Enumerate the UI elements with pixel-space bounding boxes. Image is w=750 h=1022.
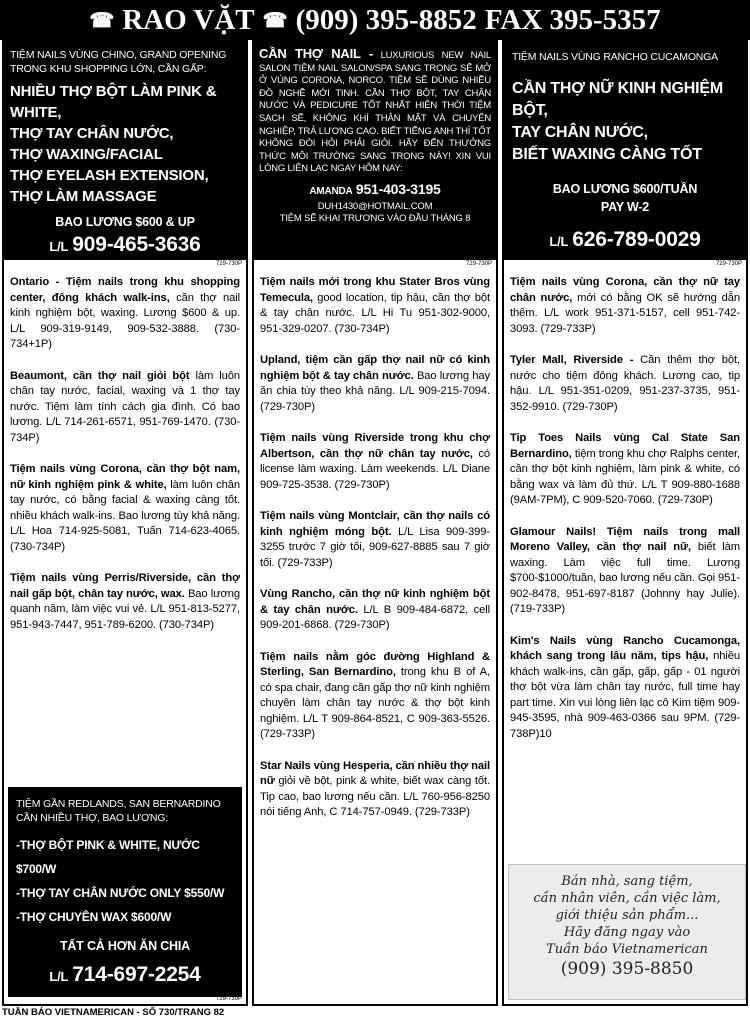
ad-headline: Ontario - Tiệm nails trong khu shopping center, đông khách walk-ins, bbox=[10, 276, 240, 304]
ad-body: làm luôn chân tay nước, có bằng facial & waxing càng tốt. nhiều khách walk-ins. Bao lương tùy khả năng. L/L Hoa 714-925-5081, Tuấn 714-623-4065. (730-734P) bbox=[10, 478, 240, 553]
header-phone: (909) 395-8852 bbox=[295, 3, 477, 36]
page-footer: TUẦN BÁO VIETNAMERICAN - SỐ 730/TRANG 82 bbox=[2, 1007, 225, 1018]
box-line: TAY CHÂN NƯỚC, bbox=[512, 124, 648, 141]
ad-headline: Vùng Rancho, cần thợ nữ kinh nghiệm bột & tay chân nước. bbox=[260, 588, 490, 616]
ad-body: good location, tip hậu, cần thợ bột & tay chân nước. L/L Hi Tu 951-302-9000, 951-329-0207. (730-734P) bbox=[260, 291, 490, 335]
phone-prefix: L/L bbox=[49, 239, 69, 254]
list-item bbox=[10, 462, 240, 555]
ad-body: làm luôn chân tay nước, facial, waxing và 1 thợ tay nước. Tiệm làm tính cách gia đình. Có bao lương. L/L 714-261-6571, 951-769-1470. (730-734P) bbox=[10, 369, 240, 444]
ad-headline: Beaumont, cần thợ nail giỏi bột bbox=[10, 369, 190, 382]
box-intro: TIỆM NAILS VÙNG CHINO, GRAND OPENING TRONG KHU SHOPPING LỚN, CẦN GẤP: bbox=[10, 49, 227, 75]
ad-headline: Star Nails vùng Hesperia, cần nhiều thợ nail nữ bbox=[260, 759, 490, 787]
promo-box bbox=[508, 864, 746, 1000]
ad-headline: Tiệm nails vùng Corona, cần thợ nữ tay chân nước, bbox=[510, 276, 740, 304]
ads-list bbox=[504, 267, 746, 742]
page-header bbox=[0, 0, 750, 40]
header-title: RAO VẶT bbox=[122, 3, 255, 36]
ad-headline: Glamour Nails! Tiệm nails trong mall Moreno Valley, cần thợ nail nữ, bbox=[510, 525, 740, 553]
contact-name: AMANDA bbox=[309, 185, 353, 197]
list-item bbox=[260, 509, 490, 571]
list-item bbox=[510, 275, 740, 337]
ad-code: 729-730P bbox=[465, 261, 492, 267]
promo-line: cần nhân viên, cần việc làm, bbox=[533, 891, 721, 906]
ad-headline: Tip Toes Nails vùng Cal State San Bernardino, bbox=[510, 432, 740, 460]
column-3 bbox=[502, 40, 748, 1006]
box-line: THỢ EYELASH EXTENSION, bbox=[10, 167, 209, 184]
box-phone-row bbox=[512, 226, 738, 256]
promo-line: Tuần báo Vietnamerican bbox=[546, 942, 708, 957]
ads-list bbox=[254, 267, 496, 821]
ad-body: mới có bằng OK sẽ hướng dẫn thêm. L/L work 951-371-5157, cell 951-742-3093. (729-733P) bbox=[510, 291, 740, 335]
box-pay-w2: PAY W-2 bbox=[600, 200, 650, 214]
box-line: -THỢ BỘT PINK & WHITE, NƯỚC $700/W bbox=[16, 838, 200, 876]
ad-body: tiệm trong khu chợ Ralphs center, cần thợ bột kinh nghiệm, làm pink & white, có bằng wax và làm đủ thứ. L/L T 909-880-1688 (9AM-7PM), C 909-520-7060. (729-730P) bbox=[510, 447, 740, 506]
ad-code: 729-730P bbox=[215, 261, 242, 267]
list-item bbox=[260, 431, 490, 493]
box-phone: 714-697-2254 bbox=[72, 963, 201, 986]
promo-phone: (909) 395-8850 bbox=[560, 959, 694, 979]
box-contact bbox=[259, 180, 491, 201]
ad-body: có license làm waxing. Làm weekends. L/L Diane 909-725-3538. (729-730P) bbox=[260, 447, 490, 491]
ad-headline: Tiệm nails vùng Riverside trong khu chợ Albertson, cần thợ nữ chân tay nước, bbox=[260, 432, 490, 460]
ad-box-redlands bbox=[8, 787, 242, 997]
box-phone-row bbox=[16, 961, 234, 991]
box-email: DUH1430@HOTMAIL.COM bbox=[317, 200, 433, 212]
box-pay: BAO LƯƠNG $600/TUẦN bbox=[552, 182, 698, 196]
promo-line: Bán nhà, sang tiệm, bbox=[561, 874, 693, 889]
ad-headline: Tyler Mall, Riverside - bbox=[510, 354, 634, 366]
ad-body: cần thợ nail kinh nghiệm bột, waxing. Lương $600 & up. L/L 909-319-9149, 909-532-3888. (730-734+1P) bbox=[10, 291, 240, 350]
box-line: CẦN THỢ NỮ KINH NGHIỆM BỘT, bbox=[512, 80, 723, 119]
ad-body: Bao lương quanh năm, làm việc vui vẻ. L/L 951-813-5277, 951-943-7447, 951-789-6200. (730-734P) bbox=[10, 587, 240, 631]
contact-phone: 951-403-3195 bbox=[355, 180, 441, 197]
box-pay: BAO LƯƠNG $600 & UP bbox=[55, 215, 195, 229]
ad-body: Cần thêm thợ bột, nước cho tiệm đông khách. Lương cao, tip hậu. L/L 951-351-0209, 951-237-3735, 951-352-9910. (729-730P) bbox=[510, 354, 740, 413]
header-fax: FAX 395-5357 bbox=[484, 3, 661, 36]
ad-box-chino bbox=[4, 42, 246, 260]
box-line: -THỢ TAY CHÂN NƯỚC ONLY $550/W bbox=[16, 886, 225, 900]
box-phone: 909-465-3636 bbox=[72, 233, 201, 256]
list-item bbox=[260, 275, 490, 337]
list-item bbox=[260, 587, 490, 634]
ad-body: L/L Lisa 909-399-3255 trước 7 giờ tối, 909-627-8885 sau 7 giờ tối. (729-733P) bbox=[260, 525, 491, 569]
box-line: THỢ LÀM MASSAGE bbox=[10, 188, 157, 205]
phone-prefix: L/L bbox=[49, 969, 69, 984]
box-line: BIẾT WAXING CÀNG TỐT bbox=[512, 146, 702, 163]
ad-box-corona bbox=[254, 42, 496, 260]
promo-line: Hãy đăng ngay vào bbox=[563, 925, 691, 940]
column-1 bbox=[2, 40, 248, 1006]
list-item bbox=[260, 650, 490, 743]
box-body: LUXURIOUS NEW NAIL SALON TIỆM NAIL SALON/SPA SANG TRỌNG SẼ MỞ Ở VÙNG CORONA, NORCO. TIỆM SẼ DÙNG NHIỀU ĐỒ NGHỀ MỚI TINH. CẦN THỢ BỘT, TAY CHÂN NƯỚC VÀ PEDICURE TỐT NHẤT HIỆN THỜI TIỆM SẠCH SẼ, KHÔNG KHÍ THÂN MẬT VÀ CHUYÊN NGHIỆP, TRẢ LƯƠNG CAO. BIẾT TIẾNG ANH THÌ TỐT KHÔNG ĐÒI HỎI PHẢI GIỎI. HÃY ĐẾN THƯỞNG THỨC MÔI TRƯỜNG SANG TRỌNG NÀY! XIN VUI LÒNG LIÊN LẠC NGAY HÔM NAY: bbox=[259, 50, 491, 175]
ad-body: biết làm waxing. Làm việc full time. Lương $700-$1000/tuần, bao lương nếu cần. Gọi 951-902-8478, 951-697-8187 (Johnny hay Julie). (719-733P) bbox=[510, 541, 740, 615]
ad-body: Bao lương hay ăn chia tùy theo khả năng. L/L 909-215-7094. (729-730P) bbox=[260, 369, 491, 413]
list-item bbox=[260, 759, 490, 821]
list-item bbox=[510, 353, 740, 415]
box-title: CẦN THỢ NAIL - bbox=[259, 46, 374, 61]
ad-box-rancho bbox=[504, 42, 746, 260]
ad-headline: Tiệm nails vùng Corona, cần thợ bột nam, nữ kinh nghiệm pink & white, bbox=[10, 463, 240, 491]
ad-headline: Kim's Nails vùng Rancho Cucamonga, khách sang trong lâu năm, tips hậu, bbox=[510, 634, 740, 662]
ad-code: 729-730P bbox=[215, 996, 242, 1002]
list-item bbox=[10, 369, 240, 447]
box-note: TẤT CẢ HƠN ĂN CHIA bbox=[60, 939, 190, 953]
ad-body: trong khu B of A, có spa chair, đang cần gấp thợ nữ kinh nghiệm chuyên làm chân tay nước & thợ bột kinh nghiệm. L/L T 909-864-8521, C 909-363-5526. (729-733P) bbox=[260, 666, 490, 740]
box-phone: 626-789-0029 bbox=[572, 228, 701, 251]
phone-prefix: L/L bbox=[549, 234, 569, 249]
box-line: THỢ TAY CHÂN NƯỚC, bbox=[10, 125, 174, 142]
ad-headline: Tiệm nails vùng Perris/Riverside, cần thợ nail gấp bột, chân tay nước, wax. bbox=[10, 572, 240, 600]
box-line: THỢ WAXING/FACIAL bbox=[10, 146, 163, 163]
list-item bbox=[510, 525, 740, 618]
ad-headline: Tiệm nails vùng Montclair, cần thợ nails có kinh nghiệm móng bột. bbox=[260, 510, 490, 538]
column-2 bbox=[252, 40, 498, 1006]
telephone-icon: ☎ bbox=[262, 9, 288, 32]
ad-headline: Tiệm nails nằm góc đường Highland & Sterling, San Bernardino, bbox=[260, 650, 490, 678]
box-line: -THỢ CHUYÊN WAX $600/W bbox=[16, 910, 172, 924]
ad-body: giỏi về bột, pink & white, biết wax càng tốt. Tip cao, bao lương nếu cần. L/L 760-956-8250 nói tiếng Anh, C 714-757-0949. (729-733P) bbox=[260, 775, 490, 818]
ad-body: L/L B 909-484-6872, cell 909-201-6868. (729-730P) bbox=[260, 603, 490, 631]
list-item bbox=[260, 353, 490, 415]
ads-list bbox=[4, 267, 246, 787]
ad-code: 729-730P bbox=[715, 261, 742, 267]
telephone-icon: ☎ bbox=[89, 9, 115, 32]
box-phone-row bbox=[10, 231, 240, 261]
ad-headline: Tiệm nails mới trong khu Stater Bros vùng Temecula, bbox=[260, 276, 490, 304]
box-intro: TIỆM GẦN REDLANDS, SAN BERNARDINO CẦN NHIỀU THỢ, BAO LƯƠNG: bbox=[16, 798, 221, 824]
box-open: TIỆM SẼ KHAI TRƯƠNG VÀO ĐẦU THÁNG 8 bbox=[279, 212, 471, 224]
list-item bbox=[10, 275, 240, 353]
ad-body: nhiều khách walk-ins, cần gấp, gấp, gấp - 01 người thợ bột vừa làm chân tay nước, full time hay part time. Xin vui lòng liên lạc cô Kim tiệm 909-945-3595, nhà 909-463-0366 sau 9PM. (729-738P)10 bbox=[510, 650, 740, 740]
list-item bbox=[510, 431, 740, 509]
list-item bbox=[10, 571, 240, 633]
promo-line: giới thiệu sản phẩm... bbox=[555, 908, 699, 923]
box-line: NHIỀU THỢ BỘT LÀM PINK & WHITE, bbox=[10, 83, 217, 121]
ad-headline: Upland, tiệm cần gấp thợ nail nữ có kinh nghiệm bột & tay chân nước. bbox=[260, 354, 490, 382]
list-item bbox=[510, 634, 740, 743]
box-intro: TIỆM NAILS VÙNG RANCHO CUCAMONGA bbox=[512, 51, 718, 63]
box-text bbox=[259, 48, 491, 176]
